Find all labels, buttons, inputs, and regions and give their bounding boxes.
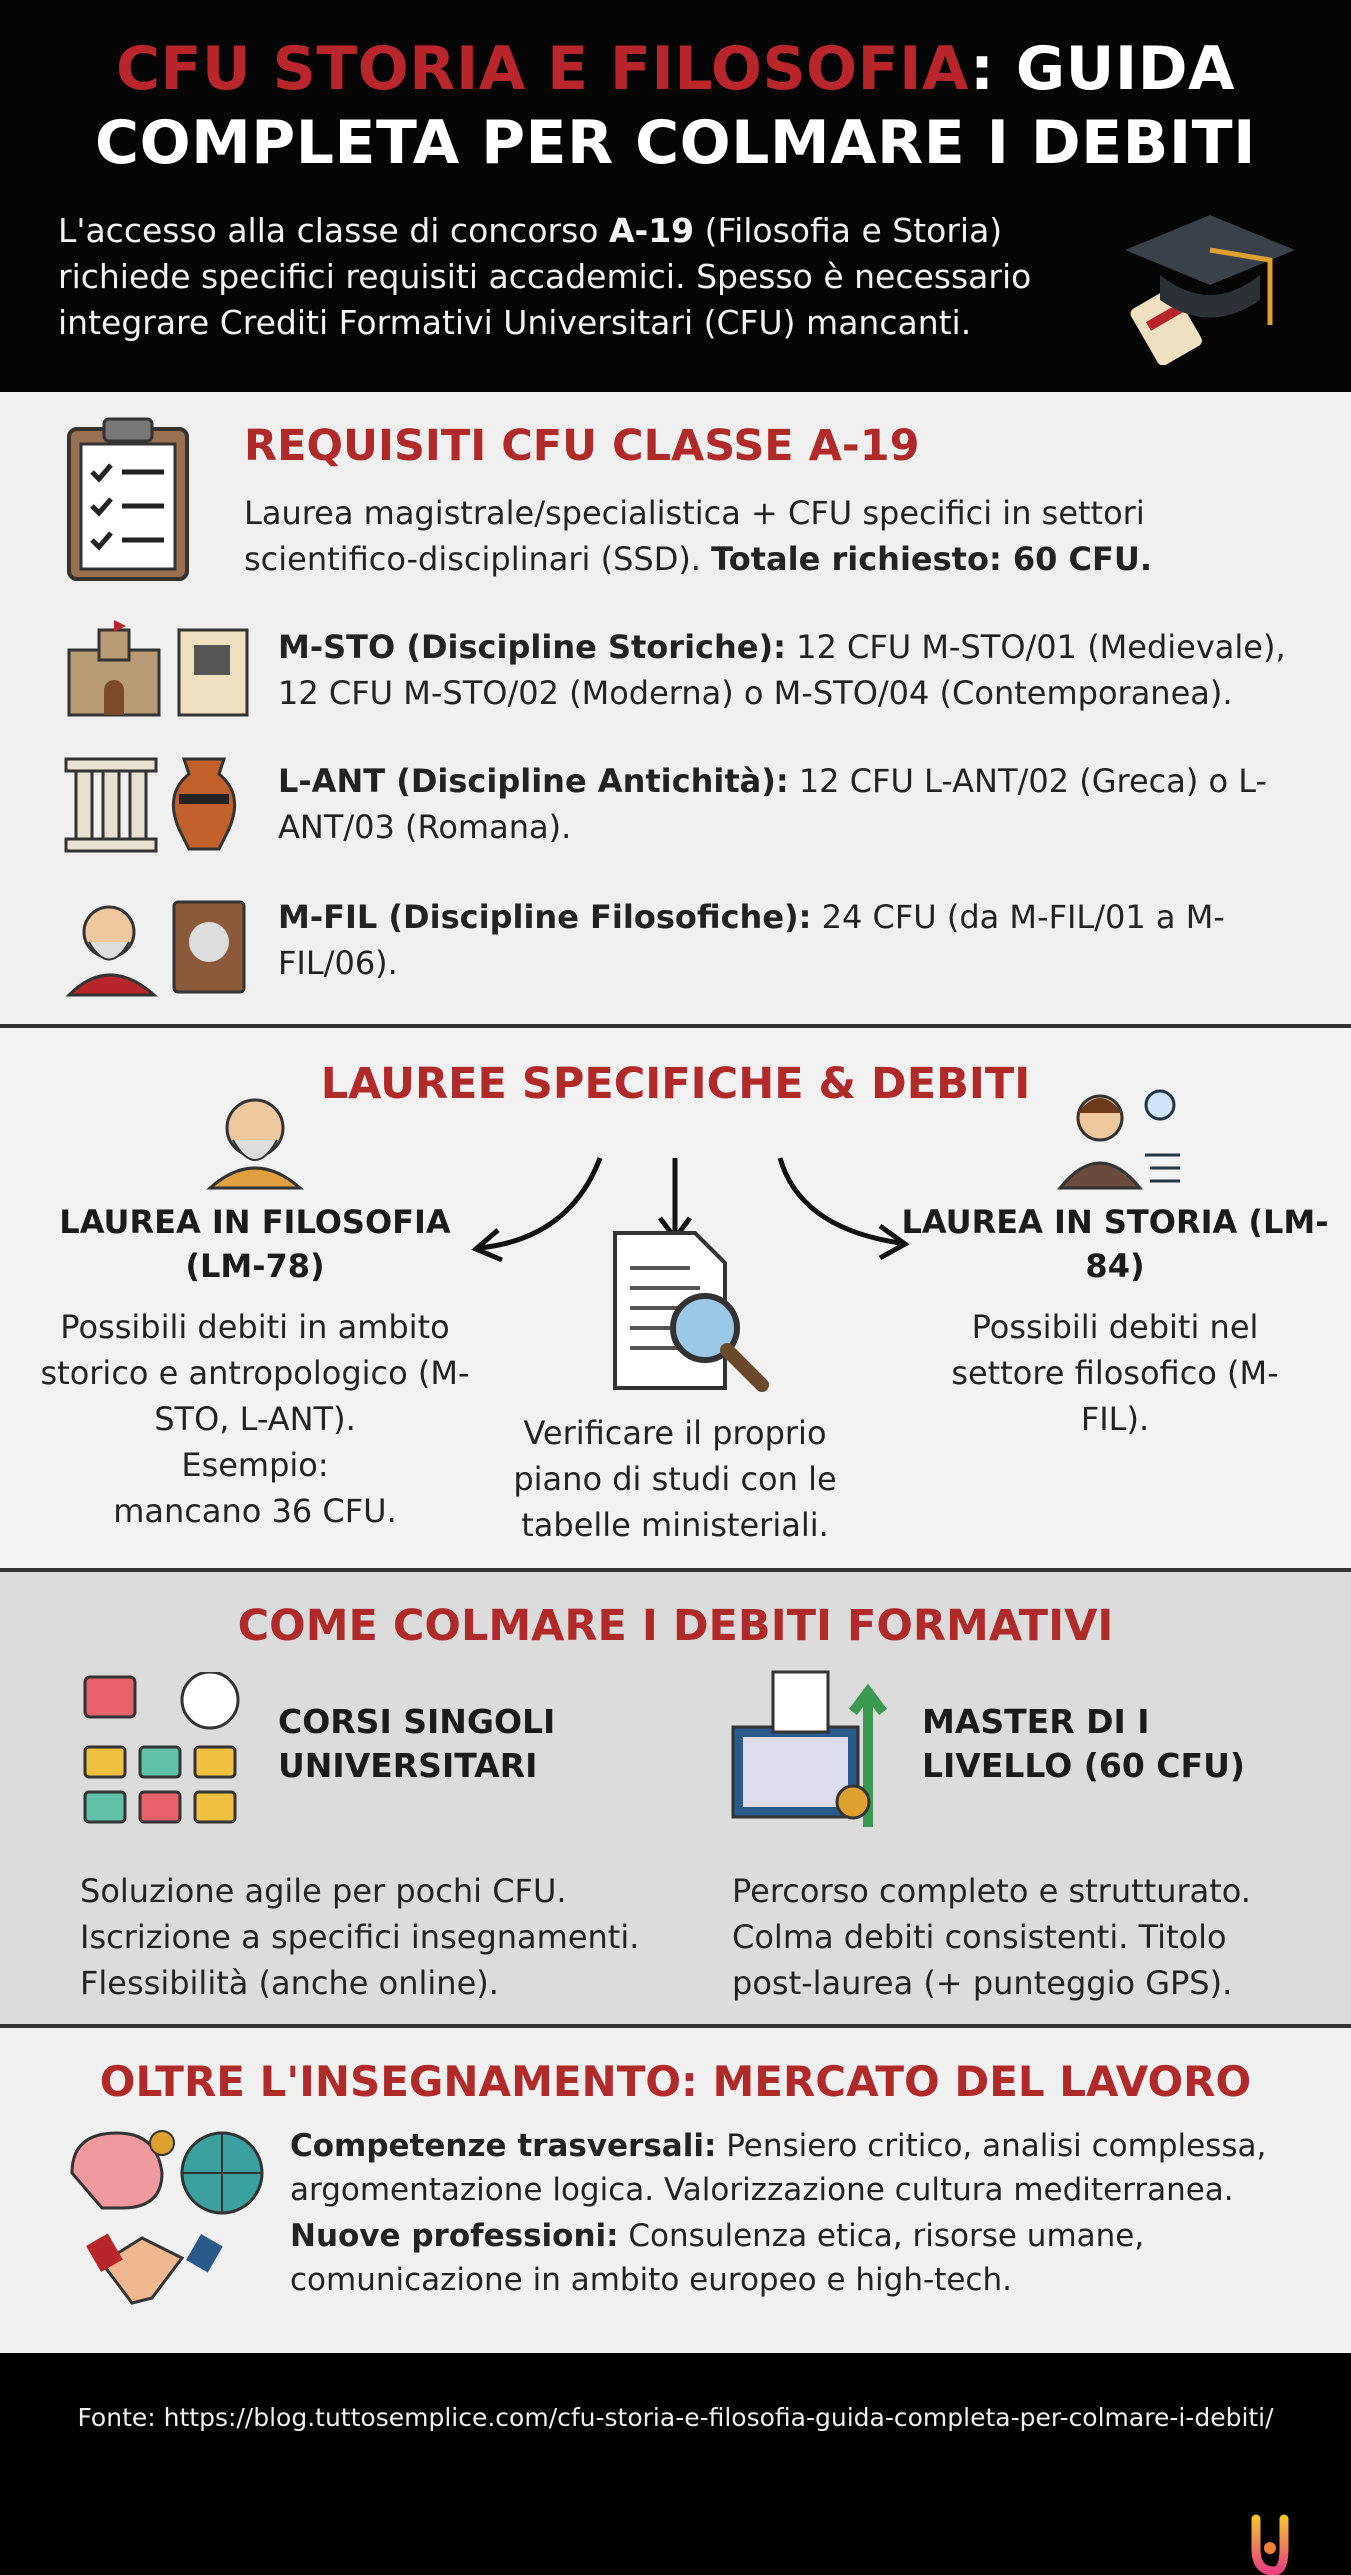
beyond-teaching-section <box>0 2028 1351 2353</box>
historian-clock-icon <box>1055 1083 1185 1193</box>
graduation-cap-icon <box>1120 205 1300 365</box>
master-certificate-icon <box>728 1667 898 1837</box>
fill-debts-section <box>0 1572 1351 2028</box>
intro-text: L'accesso alla classe di concorso A-19 (Filosofia e Storia) richiede specifici requisiti accademici. Spesso è necessario integrare Crediti Formativi Universitari (CFU) mancanti. <box>58 211 1032 342</box>
philosopher-icon <box>200 1090 310 1190</box>
requirement-item-lant: L-ANT (Discipline Antichità): 12 CFU L-ANT/02 (Greca) o L-ANT/03 (Romana). <box>278 762 1268 846</box>
requirements-desc: Laurea magistrale/specialistica + CFU specifici in settori scientifico-disciplinari (SSD). Totale richiesto: 60 CFU. <box>244 494 1153 578</box>
degree-philosophy-title: LAUREA IN FILOSOFIA (LM-78) <box>59 1203 451 1285</box>
single-courses-text: Soluzione agile per pochi CFU. Iscrizione a specifici insegnamenti. Flessibilità (anche online). <box>80 1872 640 2002</box>
document-magnifier-icon <box>605 1228 780 1398</box>
requirements-section <box>0 392 1351 1028</box>
footer <box>0 2353 1351 2560</box>
courses-flowchart-icon <box>80 1672 250 1832</box>
degree-check-text: Verificare il proprio piano di studi con le tabelle ministeriali. <box>513 1414 837 1544</box>
source-link[interactable]: Fonte: https://blog.tuttosemplice.com/cfu-storia-e-filosofia-guida-completa-per-colmare-i-debiti/ <box>77 2403 1274 2432</box>
page-title: CFU STORIA E FILOSOFIA: GUIDA COMPLETA PER COLMARE I DEBITI <box>95 34 1256 178</box>
philosopher-book-icon <box>64 897 254 997</box>
castle-scroll-icon <box>64 620 254 720</box>
beyond-professions: Nuove professioni: Consulenza etica, risorse umane, comunicazione in ambito europeo e high-tech. <box>290 2218 1145 2298</box>
beyond-competences: Competenze trasversali: Pensiero critico, analisi complessa, argomentazione logica. Valorizzazione cultura mediterranea. <box>290 2128 1267 2208</box>
degrees-section <box>0 1028 1351 1572</box>
single-courses-title: CORSI SINGOLI UNIVERSITARI <box>278 1702 556 1785</box>
degree-philosophy-text: Possibili debiti in ambito storico e antropologico (M-STO, L-ANT). <box>40 1308 470 1438</box>
beyond-title: OLTRE L'INSEGNAMENTO: MERCATO DEL LAVORO <box>99 2057 1252 2106</box>
degree-philosophy-example: Esempio: mancano 36 CFU. <box>113 1446 397 1530</box>
requirement-item-mfil: M-FIL (Discipline Filosofiche): 24 CFU (da M-FIL/01 a M-FIL/06). <box>278 898 1225 982</box>
degrees-title: LAUREE SPECIFICHE & DEBITI <box>320 1059 1031 1109</box>
requirement-item-msto: M-STO (Discipline Storiche): 12 CFU M-STO/01 (Medievale), 12 CFU M-STO/02 (Moderna) o M-STO/04 (Contemporanea). <box>278 628 1286 712</box>
fill-title: COME COLMARE I DEBITI FORMATIVI <box>237 1601 1114 1651</box>
clipboard-checklist-icon <box>64 414 194 584</box>
brand-logo-icon <box>1250 2513 1290 2575</box>
degree-history-title: LAUREA IN STORIA (LM-84) <box>901 1203 1329 1285</box>
brain-globe-handshake-icon <box>62 2128 272 2318</box>
master-title: MASTER DI I LIVELLO (60 CFU) <box>922 1702 1245 1785</box>
master-text: Percorso completo e strutturato. Colma debiti consistenti. Titolo post-laurea (+ punteggio GPS). <box>732 1872 1251 2002</box>
header <box>0 0 1351 392</box>
degree-history-text: Possibili debiti nel settore filosofico (M-FIL). <box>951 1308 1279 1438</box>
columns-vase-icon <box>64 754 254 854</box>
requirements-title: REQUISITI CFU CLASSE A-19 <box>244 421 920 471</box>
